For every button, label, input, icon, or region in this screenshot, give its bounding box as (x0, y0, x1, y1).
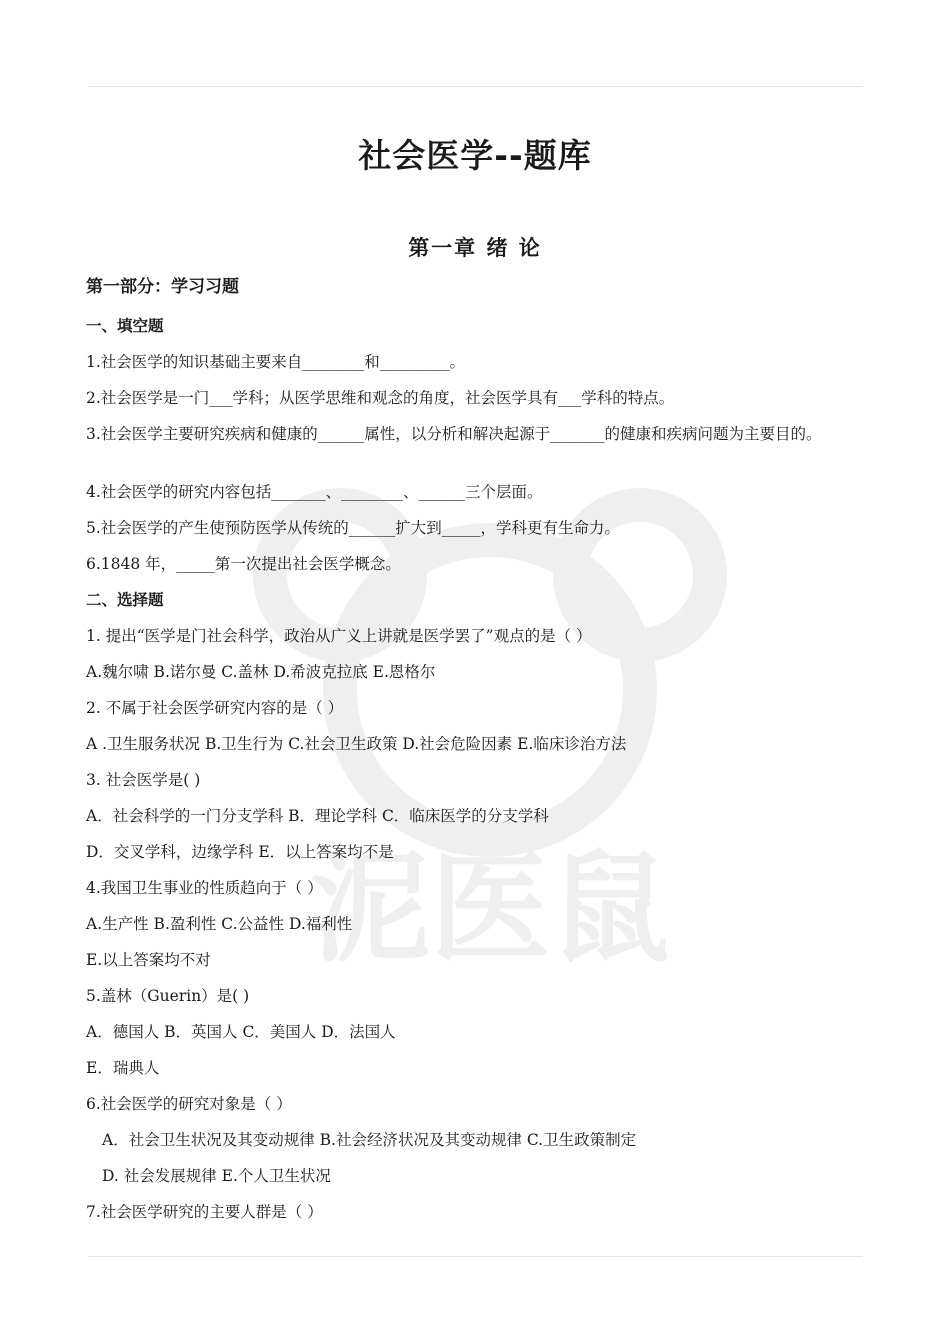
choice-question-5: 5.盖林（Guerin）是( ) (86, 987, 250, 1005)
footer-rule (88, 1256, 863, 1257)
choice-question-6-options-b: D. 社会发展规律 E.个人卫生状况 (102, 1167, 331, 1185)
fill-question-1: 1.社会医学的知识基础主要来自________和_________。 (86, 353, 466, 371)
part-heading: 第一部分：学习习题 (86, 277, 239, 297)
header-rule (88, 86, 863, 87)
fill-question-6: 6.1848 年，_____第一次提出社会医学概念。 (86, 555, 401, 573)
fill-question-3: 3.社会医学主要研究疾病和健康的______属性，以分析和解决起源于_______的健康和疾病问题为主要目的。 (86, 425, 822, 443)
choice-question-4-options-b: E.以上答案均不对 (86, 951, 211, 969)
choice-question-5-options-a: A．德国人 B．英国人 C．美国人 D．法国人 (86, 1023, 396, 1041)
choice-question-4-options-a: A.生产性 B.盈利性 C.公益性 D.福利性 (86, 915, 353, 933)
fill-question-4: 4.社会医学的研究内容包括_______、________、______三个层面。 (86, 483, 543, 501)
choice-question-5-options-b: E．瑞典人 (86, 1059, 160, 1077)
chapter-title: 第一章 绪 论 (408, 236, 542, 260)
choice-question-1-options: A.魏尔啸 B.诺尔曼 C.盖林 D.希波克拉底 E.恩格尔 (86, 663, 436, 681)
choice-question-4: 4.我国卫生事业的性质趋向于（ ） (86, 879, 323, 897)
choice-question-7: 7.社会医学研究的主要人群是（ ） (86, 1203, 323, 1221)
choice-question-6: 6.社会医学的研究对象是（ ） (86, 1095, 292, 1113)
watermark-text: 泥医鼠 (310, 840, 670, 979)
choice-section-heading: 二、选择题 (86, 591, 164, 609)
choice-question-2: 2. 不属于社会医学研究内容的是（ ） (86, 699, 344, 717)
fill-section-heading: 一、填空题 (86, 317, 164, 335)
choice-question-1: 1. 提出“医学是门社会科学，政治从广义上讲就是医学罢了”观点的是（ ） (86, 627, 592, 645)
choice-question-3-options-a: A．社会科学的一门分支学科 B．理论学科 C．临床医学的分支学科 (86, 807, 549, 825)
choice-question-6-options-a: A．社会卫生状况及其变动规律 B.社会经济状况及其变动规律 C.卫生政策制定 (102, 1131, 637, 1149)
choice-question-2-options: A .卫生服务状况 B.卫生行为 C.社会卫生政策 D.社会危险因素 E.临床诊治方法 (86, 735, 627, 753)
document-title: 社会医学--题库 (358, 136, 592, 175)
choice-question-3-options-b: D．交叉学科，边缘学科 E．以上答案均不是 (86, 843, 394, 861)
fill-question-2: 2.社会医学是一门___学科；从医学思维和观念的角度，社会医学具有___学科的特点。 (86, 389, 675, 407)
fill-question-5: 5.社会医学的产生使预防医学从传统的______扩大到_____，学科更有生命力。 (86, 519, 621, 537)
choice-question-3: 3. 社会医学是( ) (86, 771, 201, 789)
